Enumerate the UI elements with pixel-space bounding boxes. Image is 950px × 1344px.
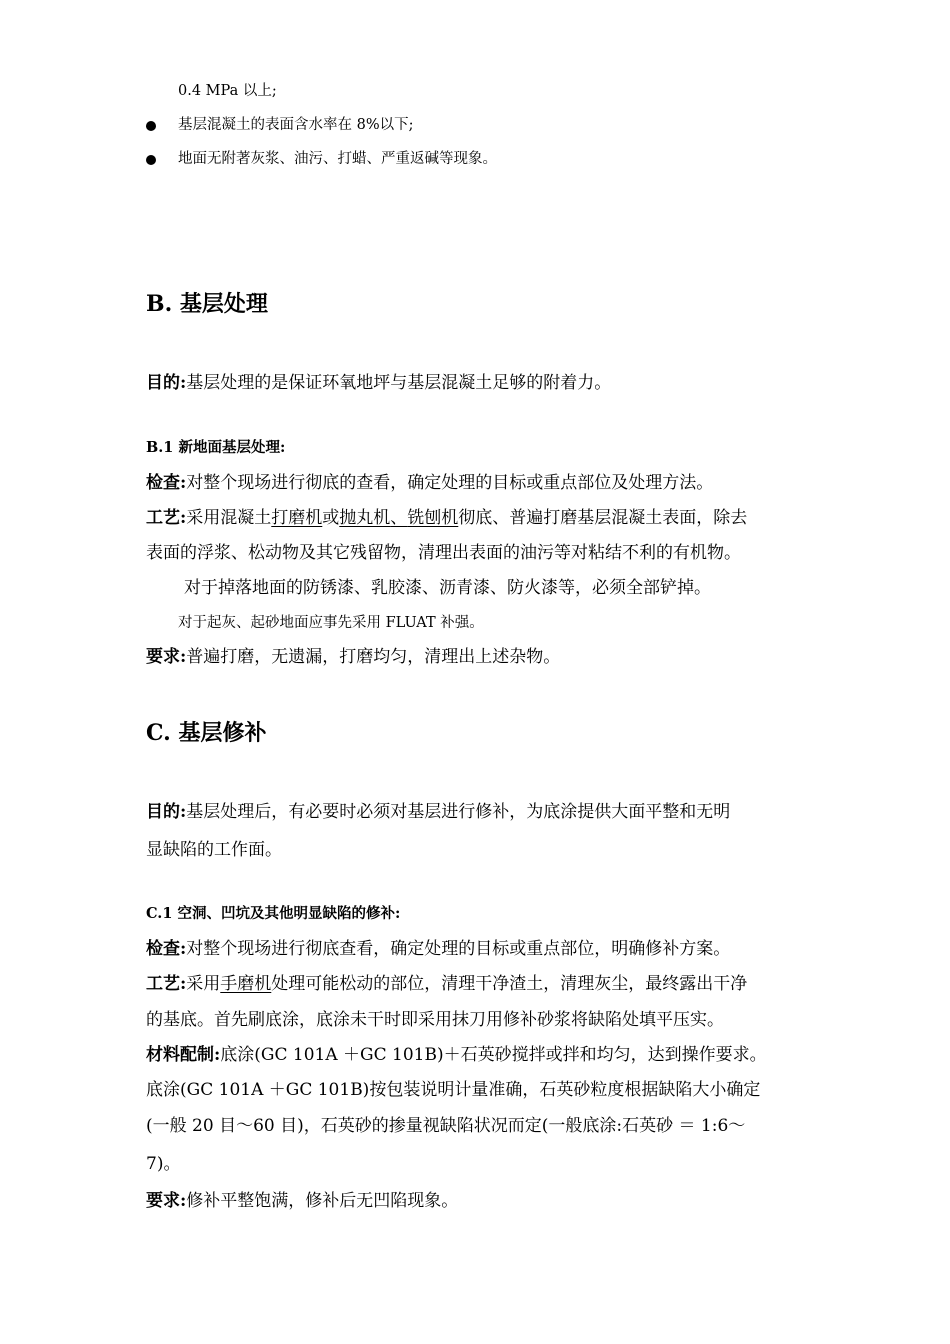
c1-process-line-2: 的基底。首先刷底涂，底涂未干时即采用抹刀用修补砂浆将缺陷处填平压实。 xyxy=(146,1010,724,1030)
material-label: 材料配制: xyxy=(146,1045,221,1065)
process-separator: 、 xyxy=(390,508,408,528)
b1-process-line-2: 表面的浮浆、松动物及其它残留物，清理出表面的油污等对粘结不利的有机物。 xyxy=(146,543,741,563)
bullet-icon xyxy=(146,155,156,165)
c1-requirement xyxy=(146,1193,458,1210)
c1-material-line-2: 底涂(GC 101A ＋GC 101B)按包装说明计量准确，石英砂粒度根据缺陷大小确定 xyxy=(146,1080,761,1100)
requirement-label: 要求: xyxy=(146,647,187,667)
check-label: 检查: xyxy=(146,939,187,959)
process-text: 彻底、普遍打磨基层混凝土表面，除去 xyxy=(458,508,748,528)
section-c-purpose-line-2: 显缺陷的工作面。 xyxy=(146,840,282,860)
process-text: 采用 xyxy=(186,974,221,994)
process-label: 工艺: xyxy=(146,508,187,528)
process-text: 采用混凝土 xyxy=(186,508,272,528)
section-c-heading: C. 基层修补 xyxy=(146,720,267,746)
section-b-purpose xyxy=(146,375,611,392)
requirement-text: 普遍打磨，无遗漏，打磨均匀，清理出上述杂物。 xyxy=(186,647,561,667)
c1-material-line-1 xyxy=(146,1047,767,1064)
purpose-label: 目的: xyxy=(146,373,187,393)
list-item: 基层混凝土的表面含水率在 8%以下; xyxy=(178,117,414,133)
purpose-text: 基层处理的是保证环氧地坪与基层混凝土足够的附着力。 xyxy=(186,373,612,393)
bullet-icon xyxy=(146,121,156,131)
requirement-label: 要求: xyxy=(146,1191,187,1211)
b1-process-line-1 xyxy=(146,510,747,527)
b1-requirement xyxy=(146,649,560,666)
subsection-c1-title: C.1 空洞、凹坑及其他明显缺陷的修补: xyxy=(146,905,401,922)
requirement-text: 修补平整饱满，修补后无凹陷现象。 xyxy=(186,1191,459,1211)
purpose-label: 目的: xyxy=(146,802,187,822)
link-shot-blaster[interactable]: 抛丸机 xyxy=(339,508,391,528)
process-label: 工艺: xyxy=(146,974,187,994)
c1-process-line-1 xyxy=(146,976,747,993)
purpose-text: 基层处理后，有必要时必须对基层进行修补，为底涂提供大面平整和无明 xyxy=(186,802,731,822)
b1-check xyxy=(146,475,713,492)
c1-check xyxy=(146,941,730,958)
check-text: 对整个现场进行彻底的查看，确定处理的目标或重点部位及处理方法。 xyxy=(186,473,714,493)
b1-paragraph: 对于起灰、起砂地面应事先采用 FLUAT 补强。 xyxy=(178,615,484,631)
link-milling-machine[interactable]: 铣刨机 xyxy=(407,508,459,528)
material-text: 底涂(GC 101A ＋GC 101B)＋石英砂搅拌或拌和均匀，达到操作要求。 xyxy=(220,1045,767,1065)
check-text: 对整个现场进行彻底查看，确定处理的目标或重点部位，明确修补方案。 xyxy=(186,939,731,959)
check-label: 检查: xyxy=(146,473,187,493)
process-text: 处理可能松动的部位，清理干净渣土，清理灰尘，最终露出干净 xyxy=(271,974,748,994)
section-b-heading: B. 基层处理 xyxy=(146,291,268,317)
subsection-b1-title: B.1 新地面基层处理: xyxy=(146,439,286,456)
section-c-purpose-line-1 xyxy=(146,804,730,821)
c1-material-line-4: 7)。 xyxy=(146,1154,181,1174)
process-text: 或 xyxy=(322,508,340,528)
link-grinder[interactable]: 打磨机 xyxy=(271,508,323,528)
link-hand-grinder[interactable]: 手磨机 xyxy=(220,974,272,994)
list-continuation: 0.4 MPa 以上; xyxy=(178,83,277,99)
list-item: 地面无附著灰浆、油污、打蜡、严重返碱等现象。 xyxy=(178,151,497,167)
c1-material-line-3: (一般 20 目～60 目)，石英砂的掺量视缺陷状况而定(一般底涂:石英砂 ＝ 1:6～ xyxy=(146,1116,746,1136)
b1-paragraph: 对于掉落地面的防锈漆、乳胶漆、沥青漆、防火漆等，必须全部铲掉。 xyxy=(184,578,711,598)
